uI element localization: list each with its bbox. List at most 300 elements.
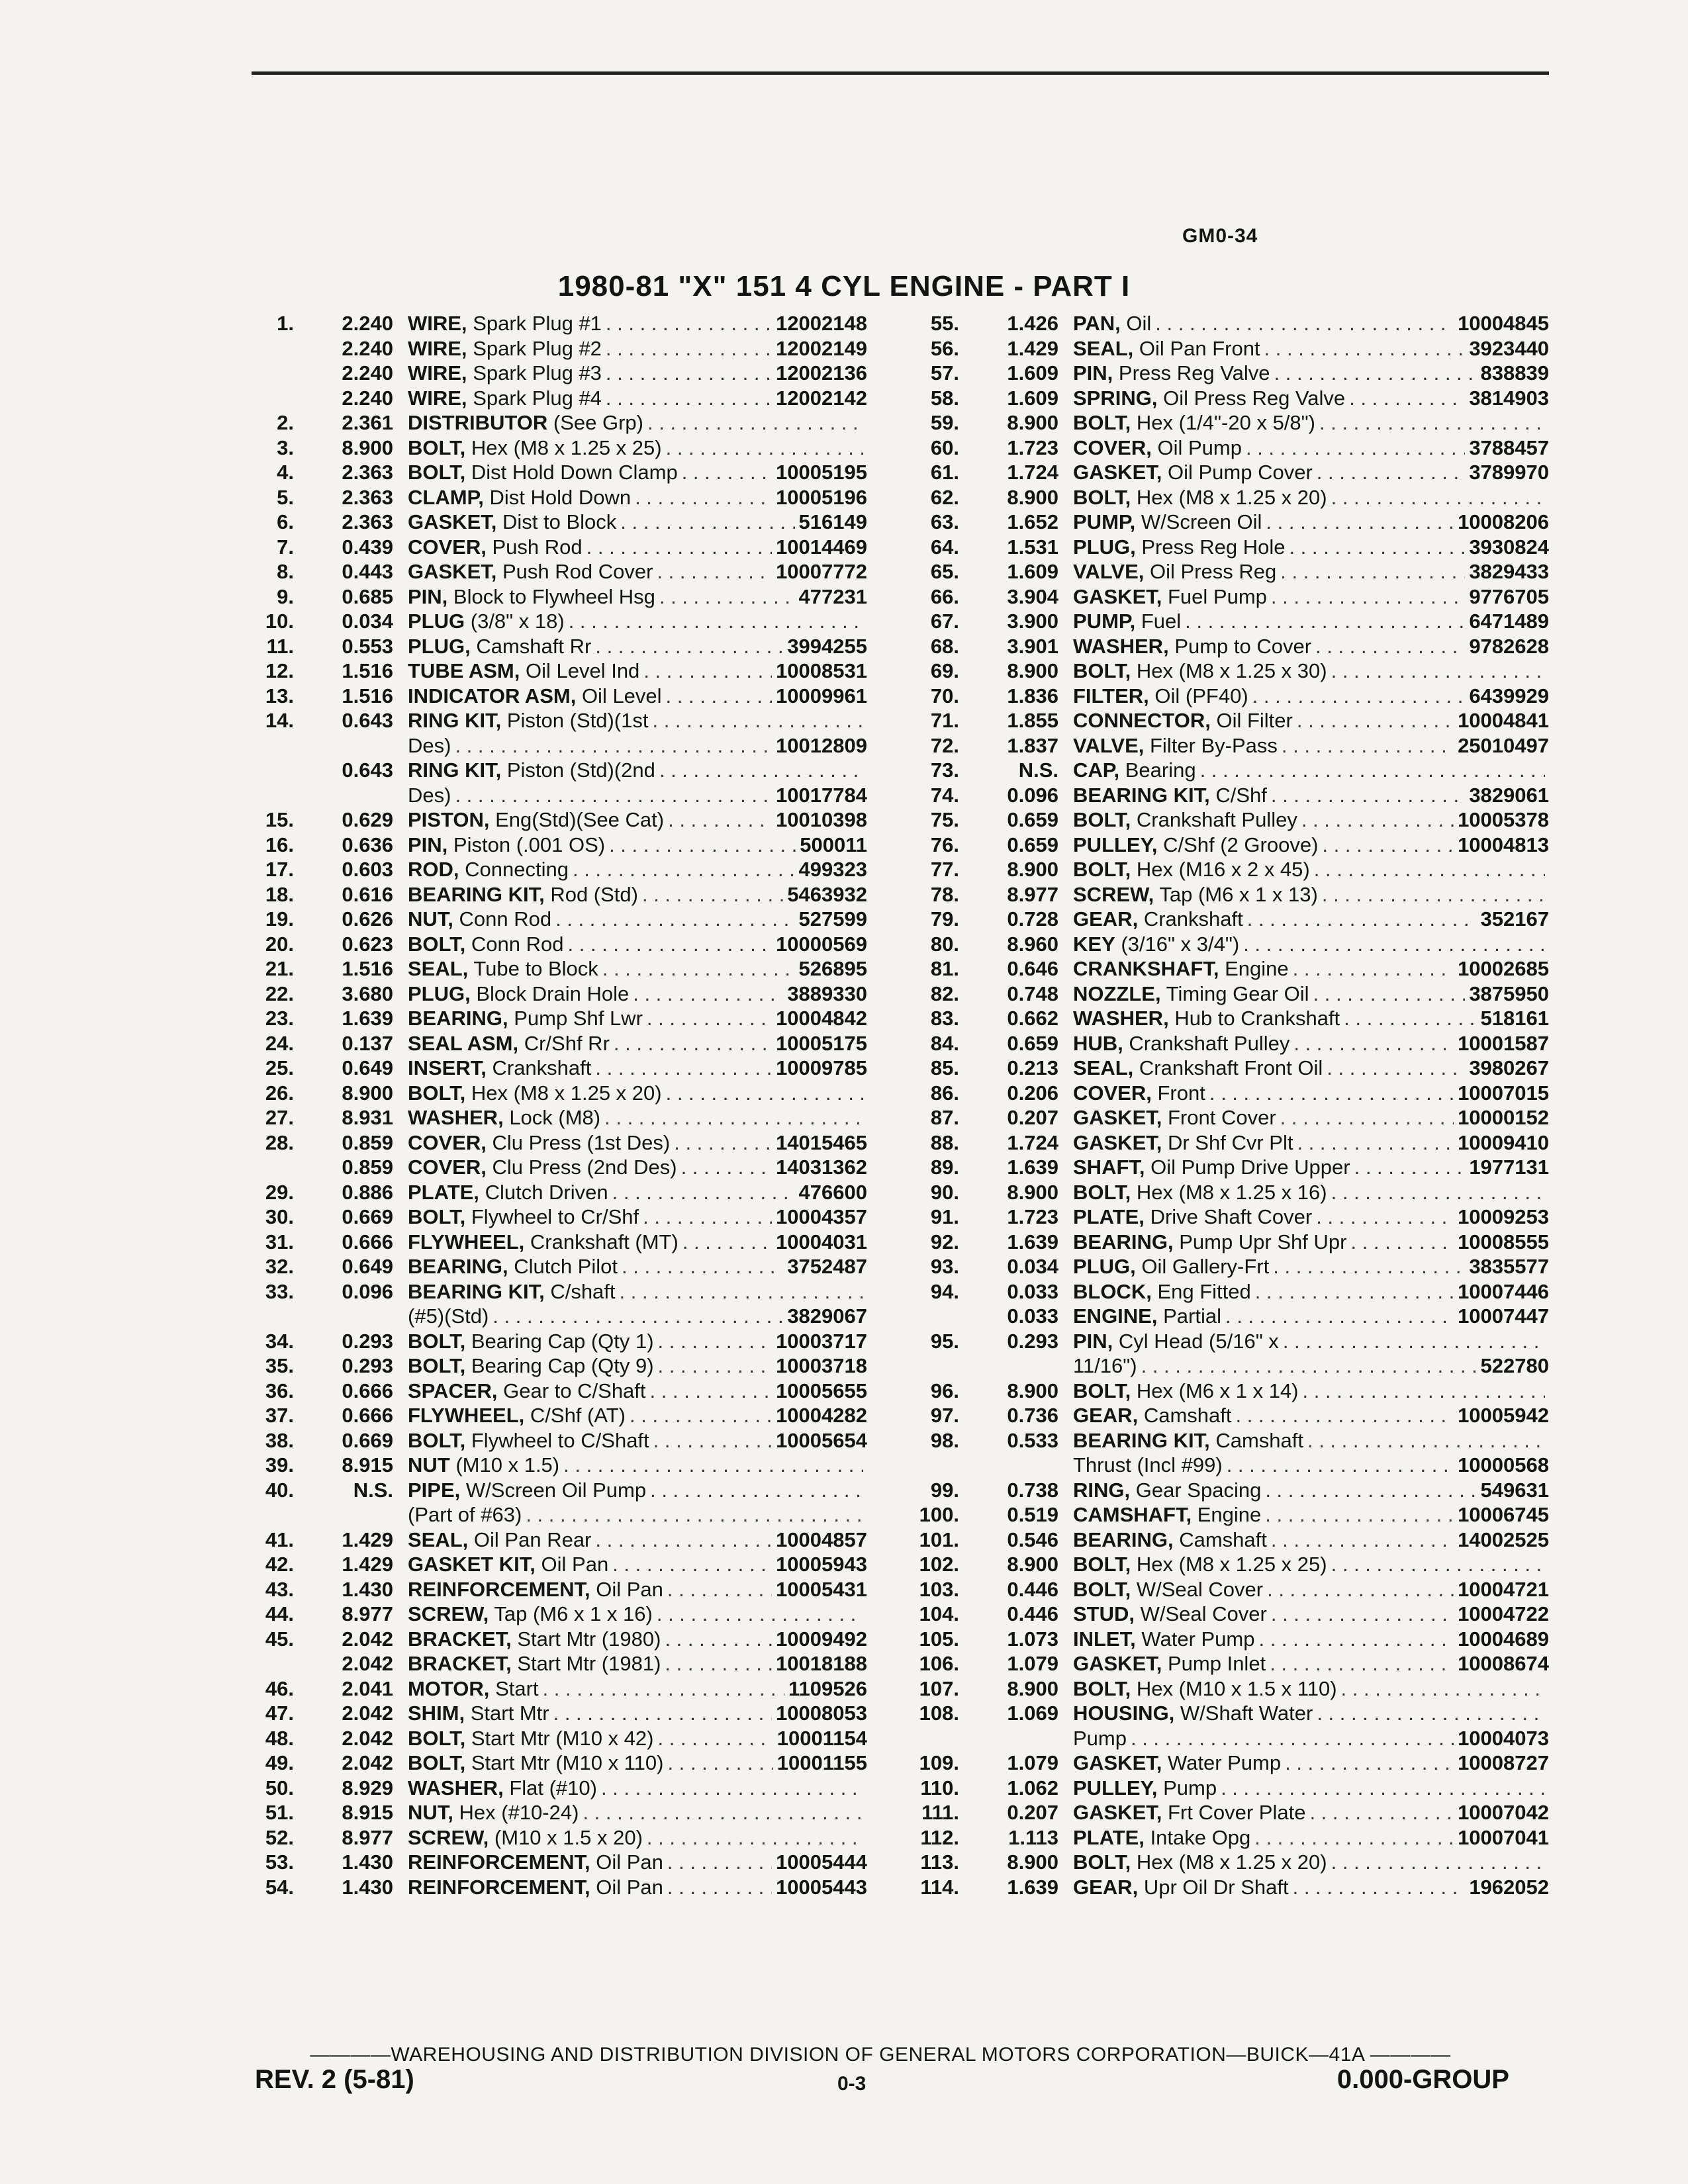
- group-number: 0.666: [342, 1404, 393, 1427]
- part-name: REINFORCEMENT,: [408, 1875, 590, 1899]
- dot-leader: [1270, 361, 1477, 386]
- ref-number: 99.: [930, 1478, 959, 1502]
- ref-number: 114.: [920, 1875, 959, 1899]
- part-name: CLAMP,: [408, 485, 484, 509]
- part-number: 10004857: [776, 1527, 867, 1551]
- part-description: [1073, 1875, 1465, 1900]
- part-name: GASKET,: [408, 510, 497, 533]
- group-number: 1.516: [342, 659, 393, 682]
- part-name: INDICATOR ASM,: [408, 684, 577, 707]
- part-name: HOUSING,: [1073, 1702, 1175, 1725]
- part-name: BOLT,: [1073, 659, 1131, 682]
- parts-row: [252, 1304, 867, 1329]
- dot-leader: [1299, 1379, 1546, 1404]
- part-detail: Spark Plug #2: [473, 336, 602, 360]
- dot-leader: [1278, 733, 1454, 758]
- part-detail: (3/8" x 18): [470, 610, 565, 633]
- dot-leader: [1309, 981, 1466, 1007]
- group-number: 0.649: [342, 1255, 393, 1278]
- part-number: 10007772: [776, 560, 867, 583]
- part-number: 10002685: [1458, 957, 1549, 980]
- part-number: 10008531: [776, 659, 867, 682]
- parts-row: [917, 460, 1549, 485]
- dot-leader: [643, 1825, 863, 1850]
- group-number: 0.748: [1007, 981, 1058, 1005]
- part-number: 10005175: [776, 1031, 867, 1055]
- dot-leader: [663, 1850, 772, 1875]
- parts-row: [917, 1726, 1549, 1751]
- revision-label: REV. 2 (5-81): [255, 2065, 414, 2094]
- part-detail: Oil Pump: [1157, 435, 1242, 459]
- group-number: 2.363: [342, 485, 393, 509]
- parts-row: [917, 1403, 1549, 1428]
- part-name: BEARING KIT,: [408, 1279, 545, 1303]
- dot-leader: [1318, 833, 1454, 858]
- part-number: 12002136: [776, 361, 867, 385]
- parts-row: [252, 609, 867, 634]
- part-detail: Hub to Crankshaft: [1174, 1007, 1340, 1030]
- part-name: BOLT,: [408, 435, 466, 459]
- part-number: 10017784: [776, 783, 867, 807]
- group-number: 1.652: [1007, 510, 1058, 533]
- part-name: COVER,: [1073, 435, 1152, 459]
- part-description: [408, 1726, 773, 1751]
- part-description: [1073, 659, 1545, 684]
- part-number: 527599: [798, 907, 867, 931]
- parts-row: [917, 1478, 1549, 1503]
- part-detail: Partial: [1163, 1304, 1221, 1328]
- part-description: [1073, 1006, 1477, 1031]
- ref-number: 97.: [930, 1404, 959, 1427]
- ref-number: 36.: [265, 1379, 294, 1402]
- part-number: 12002149: [776, 336, 867, 360]
- dot-leader: [653, 1602, 863, 1627]
- parts-row: [252, 361, 867, 386]
- part-description: [1073, 1130, 1454, 1156]
- part-name: GASKET,: [1073, 584, 1162, 608]
- group-number: 0.293: [1007, 1329, 1058, 1353]
- part-detail: Pump Inlet: [1167, 1652, 1266, 1675]
- part-detail: Hex (M8 x 1.25 x 25): [471, 435, 662, 459]
- part-number: 3752487: [787, 1255, 867, 1278]
- group-number: 2.042: [342, 1751, 393, 1774]
- part-number: 10005444: [776, 1850, 867, 1874]
- dot-leader: [1297, 807, 1454, 833]
- part-name: BEARING KIT,: [1073, 1428, 1210, 1452]
- part-name: SEAL,: [1073, 336, 1134, 360]
- part-detail: W/Screen Oil Pump: [465, 1478, 647, 1502]
- part-name: PLUG,: [408, 981, 471, 1005]
- part-name: BOLT,: [408, 932, 466, 956]
- part-description: [408, 1453, 863, 1478]
- ref-number: 94.: [930, 1279, 959, 1303]
- group-number: 1.723: [1007, 1205, 1058, 1228]
- parts-row: [252, 708, 867, 733]
- ref-number: 52.: [265, 1825, 294, 1849]
- part-number: 10008727: [1458, 1751, 1549, 1774]
- parts-row: [917, 1056, 1549, 1081]
- part-detail: (3/16" x 3/4"): [1121, 932, 1240, 956]
- dot-leader: [1311, 634, 1465, 659]
- ref-number: 89.: [930, 1156, 959, 1179]
- parts-row: [917, 1552, 1549, 1577]
- dot-leader: [655, 584, 795, 610]
- part-detail: Pump to Cover: [1174, 634, 1312, 658]
- part-name: WASHER,: [408, 1776, 504, 1799]
- part-number: 10014469: [776, 535, 867, 559]
- part-number: 10004845: [1458, 312, 1549, 335]
- dot-leader: [654, 1353, 773, 1379]
- group-number: 8.977: [1007, 882, 1058, 906]
- part-detail: Start: [495, 1676, 539, 1700]
- parts-row: [252, 684, 867, 709]
- group-number: 0.519: [1007, 1503, 1058, 1526]
- part-detail: Hex (M8 x 1.25 x 20): [1136, 1850, 1327, 1874]
- group-number: 0.629: [342, 808, 393, 831]
- ref-number: 68.: [930, 634, 959, 658]
- group-number: 2.042: [342, 1726, 393, 1750]
- part-name: PISTON,: [408, 808, 490, 831]
- part-description: [1073, 1180, 1545, 1205]
- group-number: 0.646: [1007, 957, 1058, 980]
- part-name: TUBE ASM,: [408, 659, 520, 682]
- parts-row: [917, 1850, 1549, 1875]
- ref-number: 88.: [930, 1130, 959, 1154]
- ref-number: 60.: [930, 435, 959, 459]
- group-number: N.S.: [1018, 758, 1058, 782]
- parts-row: [917, 956, 1549, 981]
- dot-leader: [569, 857, 795, 882]
- parts-row: [252, 1825, 867, 1850]
- part-detail: Bearing Cap (Qty 9): [471, 1354, 654, 1377]
- dot-leader: [1239, 932, 1545, 957]
- parts-row: [252, 1155, 867, 1180]
- part-detail: Hex (M6 x 1 x 14): [1136, 1379, 1299, 1402]
- group-label: 0.000-GROUP: [1336, 2065, 1509, 2094]
- ref-number: 49.: [265, 1751, 294, 1774]
- group-number: 1.724: [1007, 1130, 1058, 1154]
- group-number: 2.363: [342, 510, 393, 533]
- part-detail: Flat (#10): [509, 1776, 597, 1799]
- part-name: BOLT,: [1073, 485, 1131, 509]
- part-number: 10004841: [1458, 709, 1549, 732]
- part-description: [408, 386, 772, 411]
- ref-number: 56.: [930, 336, 959, 360]
- group-number: 3.680: [342, 981, 393, 1005]
- part-name: ENGINE,: [1073, 1304, 1158, 1328]
- group-number: 0.685: [342, 584, 393, 608]
- part-description: [408, 1627, 772, 1652]
- part-number: 476600: [798, 1180, 867, 1204]
- part-name: COVER,: [408, 1156, 487, 1179]
- group-number: 0.033: [1007, 1304, 1058, 1328]
- dot-leader: [1337, 1676, 1545, 1702]
- part-name: NUT,: [408, 1801, 453, 1824]
- part-name: ROD,: [408, 858, 459, 881]
- part-name: GEAR,: [1073, 1875, 1139, 1899]
- ref-number: 7.: [277, 535, 294, 559]
- part-detail: Bearing: [1125, 758, 1196, 782]
- group-number: 0.546: [1007, 1527, 1058, 1551]
- part-detail: Drive Shaft Cover: [1150, 1205, 1313, 1228]
- part-detail: Press Reg Hole: [1141, 535, 1286, 559]
- parts-row: [252, 1353, 867, 1379]
- part-number: 516149: [798, 510, 867, 533]
- dot-leader: [655, 758, 863, 783]
- parts-row: [917, 833, 1549, 858]
- part-description: [1073, 1279, 1454, 1304]
- part-description: [408, 584, 795, 610]
- dot-leader: [1318, 882, 1545, 907]
- part-description: [1073, 1726, 1454, 1751]
- part-number: 3788457: [1469, 435, 1549, 459]
- parts-row: [917, 1602, 1549, 1627]
- ref-number: 86.: [930, 1081, 959, 1105]
- dot-leader: [1127, 1726, 1454, 1751]
- part-name: INSERT,: [408, 1056, 487, 1079]
- part-description: [1073, 1577, 1454, 1602]
- part-name: SPACER,: [408, 1379, 498, 1402]
- dot-leader: [1251, 1279, 1454, 1304]
- part-detail: C/shaft: [550, 1279, 616, 1303]
- ref-number: 45.: [265, 1627, 294, 1651]
- group-number: 0.859: [342, 1130, 393, 1154]
- part-number: 6471489: [1469, 610, 1549, 633]
- part-name: COVER,: [408, 1130, 487, 1154]
- part-description: [1073, 1527, 1454, 1553]
- part-detail: Front: [1157, 1081, 1205, 1105]
- part-detail: Hex (M8 x 1.25 x 25): [1136, 1553, 1327, 1576]
- parts-row: [252, 1577, 867, 1602]
- dot-leader: [1285, 535, 1465, 560]
- part-number: 10009492: [776, 1627, 867, 1651]
- part-detail: Oil: [1126, 312, 1152, 335]
- dot-leader: [1327, 1552, 1545, 1577]
- part-detail: Tube to Block: [473, 957, 598, 980]
- part-name: PLUG,: [1073, 535, 1136, 559]
- part-number: 12002148: [776, 312, 867, 335]
- ref-number: 19.: [265, 907, 294, 931]
- part-description: [408, 1180, 795, 1205]
- dot-leader: [1345, 386, 1465, 411]
- parts-row: [252, 559, 867, 584]
- part-description: [1073, 435, 1465, 461]
- ref-number: 31.: [265, 1230, 294, 1253]
- group-number: 0.662: [1007, 1007, 1058, 1030]
- part-name: GASKET,: [1073, 461, 1162, 484]
- part-name: RING KIT,: [408, 758, 502, 782]
- part-description: [1073, 1453, 1454, 1478]
- group-number: 8.900: [1007, 1850, 1058, 1874]
- parts-row: [252, 1751, 867, 1776]
- ref-number: 82.: [930, 981, 959, 1005]
- part-number: 10012809: [776, 733, 867, 757]
- part-number: 352167: [1480, 907, 1549, 931]
- part-detail: Engine: [1197, 1503, 1262, 1526]
- part-name: HUB,: [1073, 1031, 1123, 1055]
- dot-leader: [663, 1751, 773, 1776]
- parts-row: [917, 659, 1549, 684]
- dot-leader: [654, 1329, 773, 1354]
- part-name: VALVE,: [1073, 733, 1145, 757]
- part-detail: Oil (PF40): [1154, 684, 1248, 707]
- ref-number: 57.: [930, 361, 959, 385]
- part-detail: Crankshaft: [492, 1056, 592, 1079]
- part-name: NUT: [408, 1453, 450, 1477]
- part-detail: Bearing Cap (Qty 1): [471, 1329, 654, 1353]
- part-detail: Start Mtr (1981): [517, 1652, 661, 1675]
- parts-column-left: [252, 311, 867, 1899]
- ref-number: 23.: [265, 1007, 294, 1030]
- part-name: PLATE,: [1073, 1825, 1145, 1849]
- parts-row: [917, 684, 1549, 709]
- part-description: [408, 1031, 772, 1056]
- part-detail: Piston (.001 OS): [453, 833, 606, 856]
- dot-leader: [653, 559, 772, 584]
- part-description: [408, 1776, 863, 1801]
- ref-number: 67.: [930, 610, 959, 633]
- parts-row: [917, 1031, 1549, 1056]
- ref-number: 76.: [930, 833, 959, 856]
- group-number: 0.034: [1007, 1255, 1058, 1278]
- ref-number: 30.: [265, 1205, 294, 1228]
- part-number: 25010497: [1458, 733, 1549, 757]
- part-detail: Spark Plug #4: [473, 386, 602, 410]
- group-number: 8.931: [342, 1106, 393, 1129]
- ref-number: 11.: [266, 634, 294, 658]
- part-description: [1073, 609, 1465, 634]
- part-detail: Oil Pan: [596, 1875, 663, 1899]
- group-number: 2.041: [342, 1676, 393, 1700]
- parts-row: [252, 1006, 867, 1031]
- part-description: [408, 1502, 863, 1527]
- group-number: 0.206: [1007, 1081, 1058, 1105]
- part-name: BOLT,: [1073, 1850, 1131, 1874]
- part-detail: Oil Pan: [596, 1577, 663, 1601]
- part-detail: Camshaft Rr: [476, 634, 592, 658]
- part-number: 12002142: [776, 386, 867, 410]
- parts-row: [252, 1453, 867, 1478]
- part-description: [408, 460, 772, 485]
- ref-number: 51.: [265, 1801, 294, 1824]
- dot-leader: [1279, 1329, 1545, 1354]
- dot-leader: [489, 1304, 783, 1329]
- parts-row: [917, 1676, 1549, 1702]
- part-description: [408, 1379, 772, 1404]
- part-description: [1073, 882, 1545, 907]
- part-number: 10008674: [1458, 1652, 1549, 1675]
- dot-leader: [597, 1776, 863, 1801]
- part-name: WASHER,: [1073, 634, 1169, 658]
- part-description: [408, 1751, 773, 1776]
- part-description: [408, 733, 772, 758]
- part-detail: Clutch Driven: [485, 1180, 608, 1204]
- part-detail: Frt Cover Plate: [1167, 1801, 1306, 1824]
- part-description: [1073, 559, 1465, 584]
- group-number: 1.639: [1007, 1230, 1058, 1253]
- part-description: [408, 684, 772, 709]
- parts-row: [917, 708, 1549, 733]
- part-detail: Hex (M16 x 2 x 45): [1136, 858, 1310, 881]
- part-name: PLUG,: [408, 634, 471, 658]
- part-description: [408, 1403, 772, 1428]
- ref-number: 112.: [920, 1825, 959, 1849]
- parts-row: [252, 311, 867, 336]
- part-detail: Oil Press Reg Valve: [1163, 386, 1346, 410]
- parts-row: [917, 410, 1549, 435]
- part-description: [408, 1825, 863, 1850]
- part-description: [408, 311, 772, 336]
- part-description: [1073, 510, 1454, 535]
- part-number: 3889330: [787, 981, 867, 1005]
- group-number: 2.240: [342, 336, 393, 360]
- parts-row: [917, 1155, 1549, 1180]
- part-number: 499323: [798, 858, 867, 881]
- ref-number: 35.: [265, 1354, 294, 1377]
- parts-row: [917, 733, 1549, 758]
- part-description: [1073, 1800, 1454, 1825]
- group-number: 8.900: [1007, 659, 1058, 682]
- dot-leader: [1289, 956, 1454, 981]
- part-detail: Gear to C/Shaft: [503, 1379, 646, 1402]
- part-name: MOTOR,: [408, 1676, 490, 1700]
- group-number: 0.659: [1007, 808, 1058, 831]
- part-detail: Crankshaft Front Oil: [1139, 1056, 1323, 1079]
- dot-leader: [1269, 1254, 1465, 1279]
- ref-number: 1.: [277, 312, 294, 335]
- ref-number: 2.: [277, 411, 294, 434]
- dot-leader: [1276, 559, 1465, 584]
- part-detail: Flywheel to Cr/Shf: [471, 1205, 639, 1228]
- part-description: [408, 932, 772, 957]
- part-name: BRACKET,: [408, 1627, 512, 1651]
- parts-row: [252, 1379, 867, 1404]
- footer-division: ————WAREHOUSING AND DISTRIBUTION DIVISION OF GENERAL MOTORS CORPORATION—BUICK—41A ————: [310, 2044, 1451, 2066]
- parts-row: [252, 1230, 867, 1255]
- parts-row: [252, 1602, 867, 1627]
- part-name: GASKET,: [1073, 1130, 1162, 1154]
- part-number: 526895: [798, 957, 867, 980]
- part-number: 10006745: [1458, 1503, 1549, 1526]
- part-name: PIN,: [408, 833, 448, 856]
- part-detail: Crankshaft: [1143, 907, 1243, 931]
- part-number: 10004813: [1458, 833, 1549, 856]
- parts-row: [917, 981, 1549, 1007]
- part-detail: Oil Gallery-Frt: [1141, 1255, 1270, 1278]
- part-name: NUT,: [408, 907, 453, 931]
- ref-number: 108.: [919, 1702, 959, 1725]
- part-number: 14031362: [776, 1156, 867, 1179]
- group-number: 0.626: [342, 907, 393, 931]
- ref-number: 4.: [277, 461, 294, 484]
- ref-number: 62.: [930, 485, 959, 509]
- part-detail: Start Mtr (M10 x 42): [471, 1726, 654, 1750]
- part-description: [1073, 361, 1477, 386]
- ref-number: 106.: [919, 1652, 959, 1675]
- part-number: 10005655: [776, 1379, 867, 1402]
- dot-leader: [1137, 1353, 1477, 1379]
- part-name: BOLT,: [408, 1329, 466, 1353]
- parts-row: [252, 386, 867, 411]
- part-number: 10004721: [1458, 1577, 1549, 1601]
- part-number: 3829067: [787, 1304, 867, 1328]
- part-description: [408, 1304, 783, 1329]
- dot-leader: [1254, 1627, 1454, 1652]
- group-number: 1.079: [1007, 1652, 1058, 1675]
- ref-number: 41.: [265, 1527, 294, 1551]
- part-detail: Fuel: [1141, 610, 1182, 633]
- dot-leader: [591, 1527, 772, 1553]
